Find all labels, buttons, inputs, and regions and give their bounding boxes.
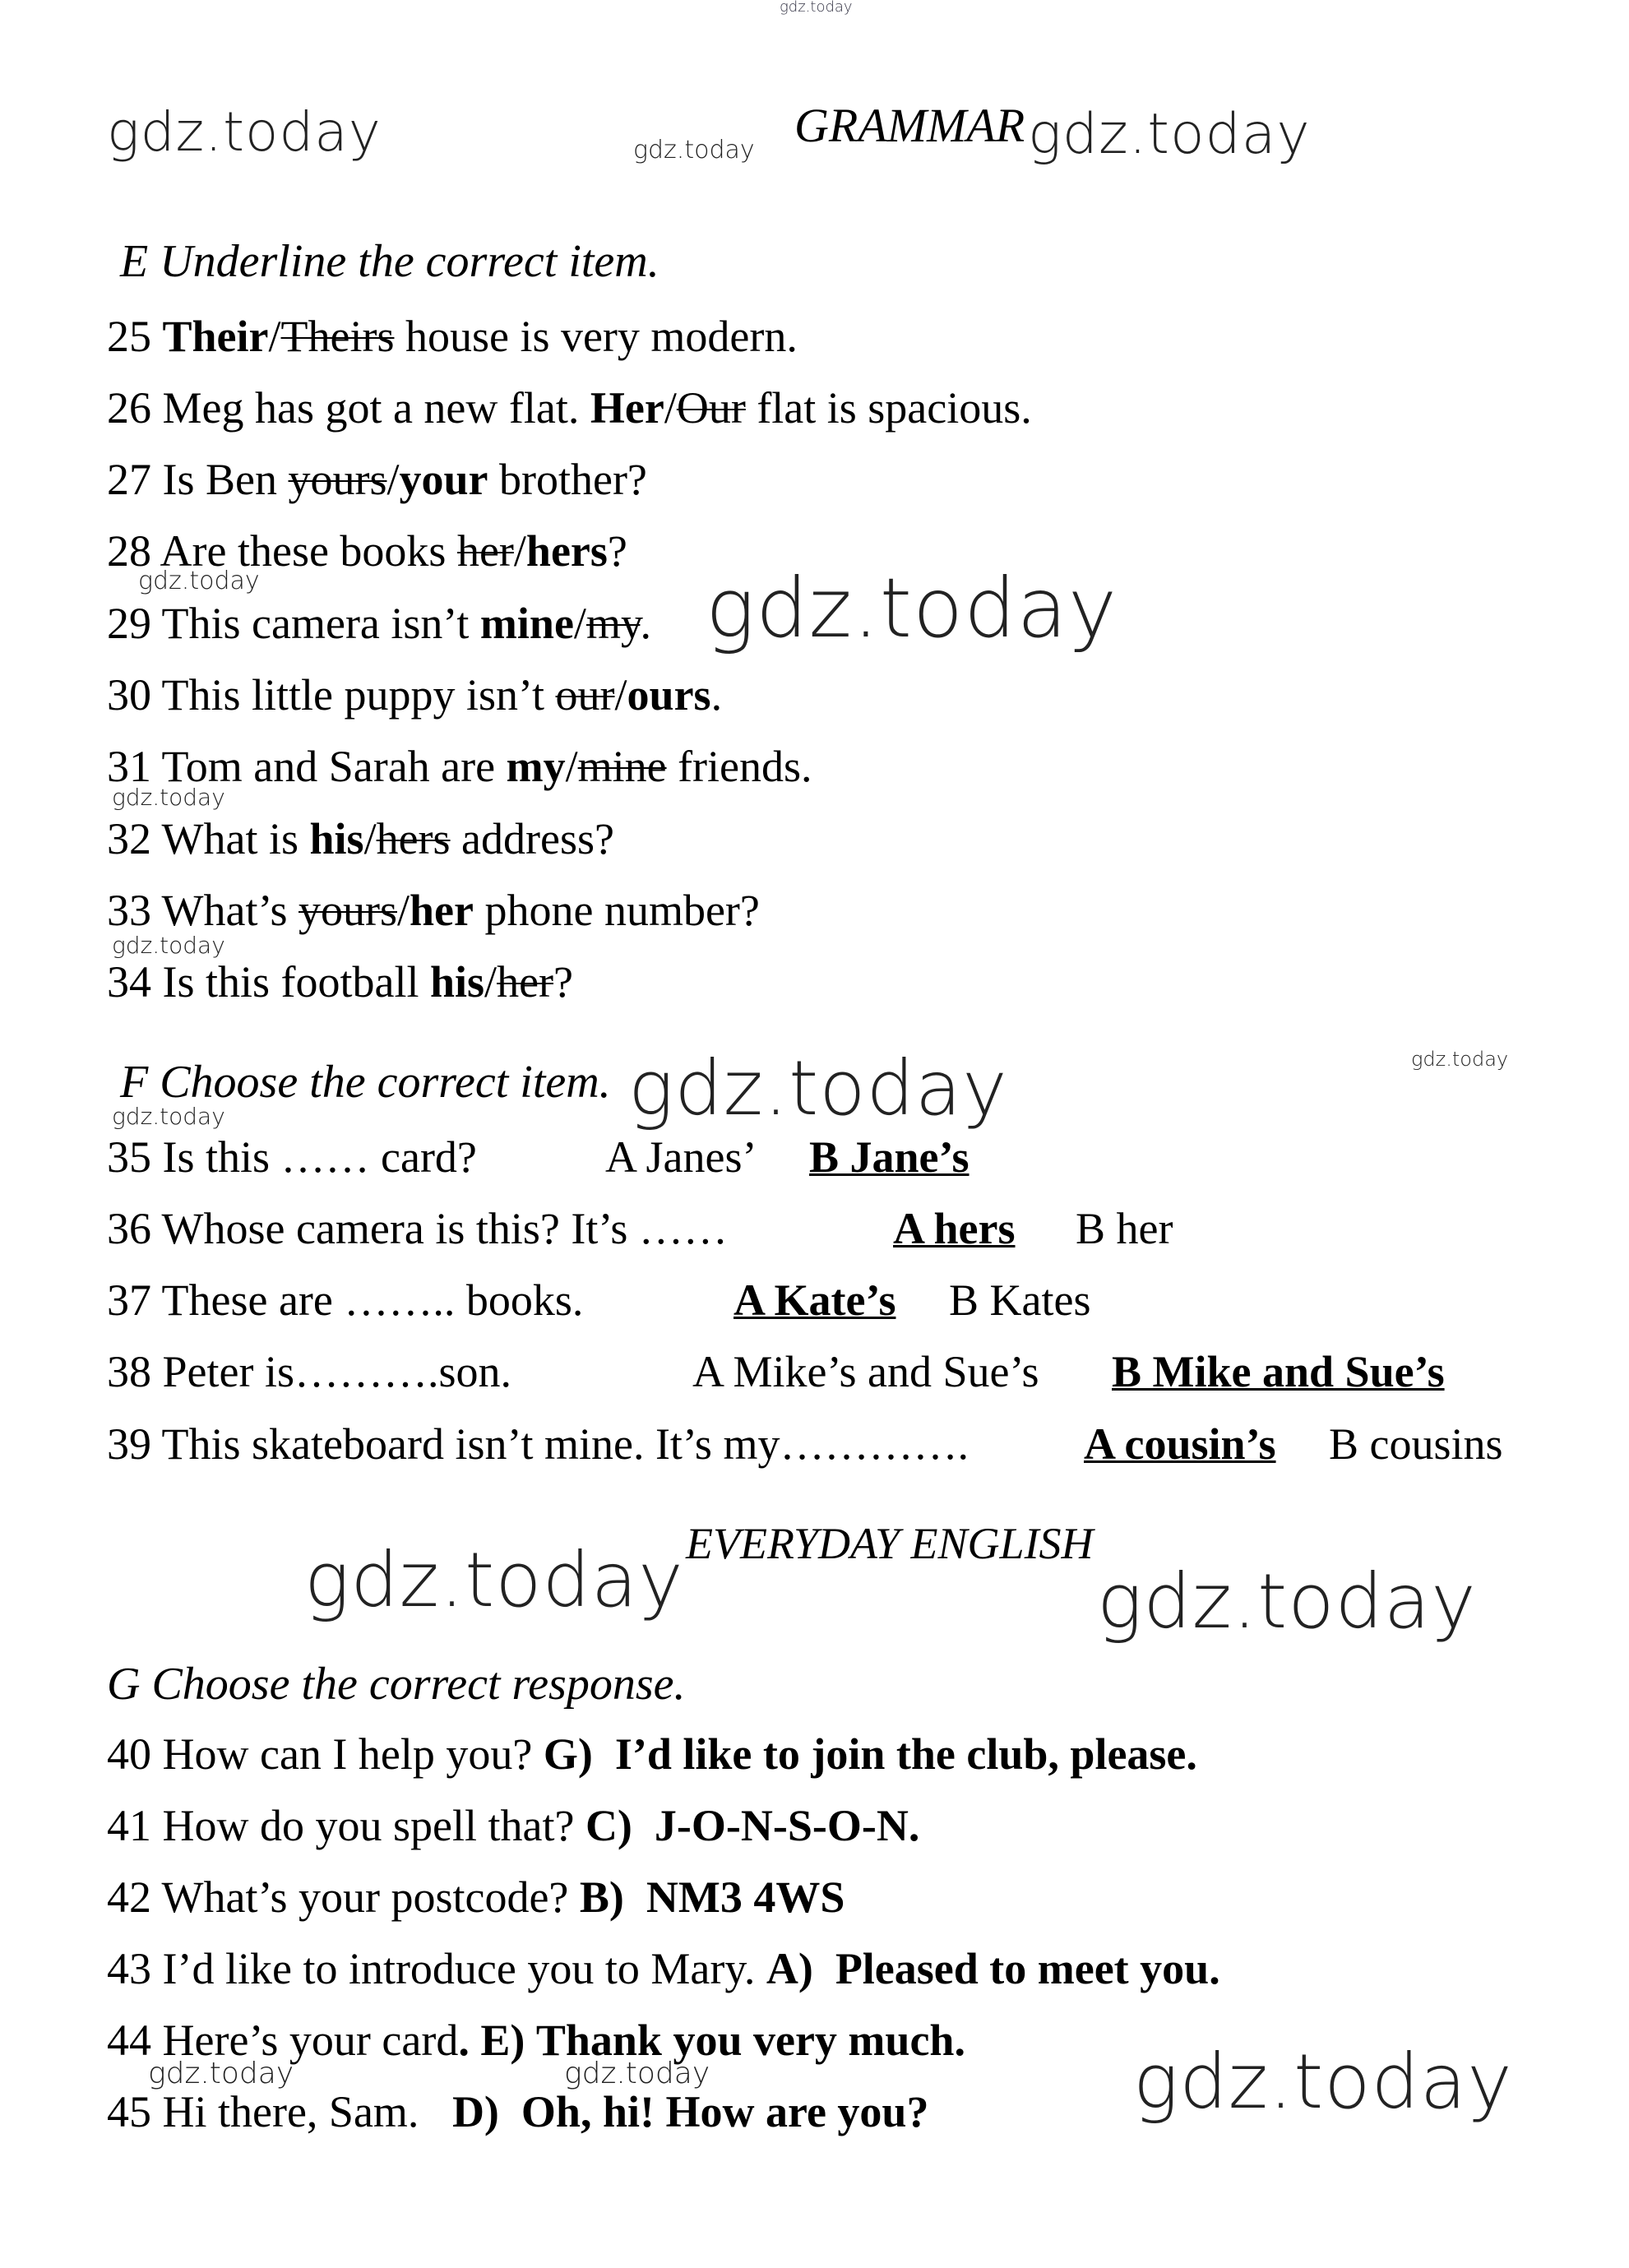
answer-correct: ours	[627, 670, 711, 720]
watermark: gdz.today	[1411, 1048, 1509, 1071]
answer-crossed: her	[497, 957, 554, 1007]
answer-correct: hers	[525, 526, 608, 576]
exercise-item-37: 37 These are …….. books.	[107, 1275, 584, 1325]
exercise-item-30: 30 This little puppy isn’t our/ours.	[107, 670, 723, 720]
exercise-item-41: 41 How do you spell that? C) J-O-N-S-O-N.	[107, 1801, 920, 1850]
exercise-item-44: 44 Here’s your card. E) Thank you very much.	[107, 2016, 965, 2065]
watermark: gdz.today	[564, 2057, 710, 2090]
option-b: B cousins	[1329, 1419, 1503, 1469]
answer-crossed: her	[456, 526, 514, 576]
answer-crossed: Theirs	[280, 312, 395, 361]
exercise-item-40: 40 How can I help you? G) I’d like to join the club, please.	[107, 1729, 1197, 1779]
answer-crossed: my	[585, 599, 641, 648]
watermark: gdz.today	[1097, 1558, 1477, 1645]
exercise-item-45: 45 Hi there, Sam. D) Oh, hi! How are you?	[107, 2087, 929, 2136]
answer-correct: Her	[590, 383, 664, 433]
exercise-item-36: 36 Whose camera is this? It’s ……	[107, 1204, 728, 1253]
exercise-item-34: 34 Is this football his/her?	[107, 957, 573, 1007]
watermark: gdz.today	[112, 1103, 225, 1130]
answer-crossed: yours	[288, 455, 387, 504]
watermark: gdz.today	[107, 100, 382, 164]
response-answer: J-O-N-S-O-N.	[654, 1801, 920, 1850]
watermark: gdz.today	[628, 1044, 1008, 1132]
watermark: gdz.today	[780, 0, 853, 16]
exercise-item-42: 42 What’s your postcode? B) NM3 4WS	[107, 1872, 845, 1922]
answer-correct: his	[309, 814, 364, 863]
exercise-item-43: 43 I’d like to introduce you to Mary. A) Pleased to meet you.	[107, 1944, 1220, 1993]
section-e-title: E Underline the correct item.	[120, 236, 659, 287]
option-a-correct: A Kate’s	[734, 1275, 896, 1325]
answer-crossed: Our	[676, 383, 746, 433]
exercise-item-39: 39 This skateboard isn’t mine. It’s my………….	[107, 1419, 969, 1469]
watermark: gdz.today	[138, 567, 260, 595]
answer-correct: mine	[479, 599, 574, 648]
exercise-item-31: 31 Tom and Sarah are my/mine friends.	[107, 742, 812, 791]
watermark: gdz.today	[1028, 102, 1311, 167]
grammar-title: GRAMMAR	[794, 99, 1025, 152]
exercise-item-29: 29 This camera isn’t mine/my.	[107, 599, 651, 648]
everyday-english-title: EVERYDAY ENGLISH	[686, 1519, 1094, 1568]
answer-correct: Their	[162, 312, 269, 361]
answer-crossed: hers	[376, 814, 451, 863]
response-answer: Pleased to meet you.	[835, 1944, 1220, 1993]
exercise-item-32: 32 What is his/hers address?	[107, 814, 614, 863]
exercise-item-26: 26 Meg has got a new flat. Her/Our flat is spacious.	[107, 383, 1032, 433]
answer-correct: your	[399, 455, 488, 504]
answer-correct: her	[410, 886, 474, 935]
response-answer: I’d like to join the club, please.	[614, 1729, 1197, 1779]
option-b: B her	[1076, 1204, 1173, 1253]
option-a-correct: A cousin’s	[1084, 1419, 1276, 1469]
exercise-item-38: 38 Peter is……….son.	[107, 1347, 511, 1396]
exercise-item-25: 25 Their/Theirs house is very modern.	[107, 312, 798, 361]
option-b-correct: B Jane’s	[809, 1132, 970, 1182]
answer-crossed: our	[555, 670, 615, 720]
option-a: A Mike’s and Sue’s	[692, 1347, 1039, 1396]
option-a: A Janes’	[605, 1132, 757, 1182]
watermark: gdz.today	[304, 1536, 684, 1624]
watermark: gdz.today	[633, 136, 755, 164]
option-b-correct: B Mike and Sue’s	[1112, 1347, 1445, 1396]
section-f-title: F Choose the correct item.	[120, 1057, 611, 1108]
answer-correct: my	[506, 742, 566, 791]
exercise-item-28: 28 Are these books her/hers?	[107, 526, 627, 576]
answer-correct: his	[429, 957, 485, 1007]
exercise-item-27: 27 Is Ben yours/your brother?	[107, 455, 647, 504]
watermark: gdz.today	[112, 784, 225, 811]
response-answer: Thank you very much.	[535, 2016, 965, 2065]
option-b: B Kates	[949, 1275, 1091, 1325]
answer-crossed: yours	[298, 886, 397, 935]
response-answer: NM3 4WS	[646, 1872, 845, 1922]
answer-crossed: mine	[577, 742, 667, 791]
watermark: gdz.today	[706, 560, 1118, 656]
option-a-correct: A hers	[893, 1204, 1016, 1253]
watermark: gdz.today	[148, 2057, 294, 2090]
watermark: gdz.today	[112, 932, 225, 959]
watermark: gdz.today	[1133, 2038, 1513, 2126]
response-answer: Oh, hi! How are you?	[521, 2087, 929, 2136]
section-g-title: G Choose the correct response.	[107, 1659, 686, 1710]
exercise-item-33: 33 What’s yours/her phone number?	[107, 886, 760, 935]
exercise-item-35: 35 Is this …… card?	[107, 1132, 477, 1182]
